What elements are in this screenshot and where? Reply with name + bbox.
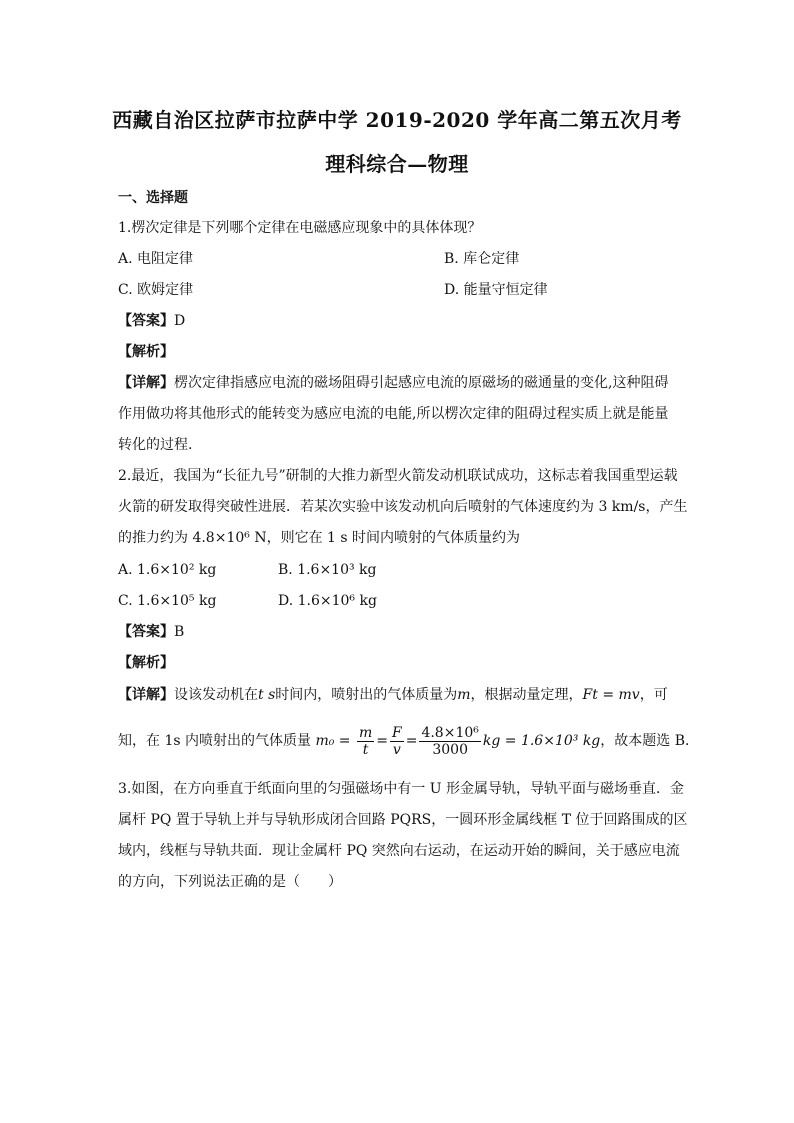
q1-option-c: C. 欧姆定律 [118,282,194,298]
q1-option-d: D. 能量守恒定律 [444,282,548,298]
detail-label: 【详解】 [118,375,174,391]
frac-num: F [392,724,402,741]
detail-text-b: 时间内，喷射出的气体质量为 [275,687,458,703]
q1-answer [118,311,678,331]
q3-stem-line4: 的方向，下列说法正确的是（ ） [118,874,342,890]
fraction-numeric [419,725,480,758]
detail-text-c: ，根据动量定理， [470,687,583,703]
q2-analysis-label: 【解析】 [118,655,174,671]
frac-den: v [392,741,401,758]
q2-stem-line2: 火箭的研发取得突破性进展．若某次实验中该发动机向后喷射的气体速度约为 3 km/s，产生 [118,499,688,515]
frac-num: 4.8×10⁶ [421,724,479,741]
q2-option-c: C. 1.6×10⁵ kg [118,593,217,609]
var-m: m [457,687,471,703]
detail-text: 楞次定律指感应电流的磁场阻碍引起感应电流的原磁场的磁通量的变化,这种阻碍 [174,375,669,391]
frac-den: t [362,741,369,758]
q2-option-a: A. 1.6×10² kg [118,562,217,578]
frac-num: m [358,724,373,741]
detail-text-a: 设该发动机在 [174,687,258,703]
q1-detail-line1 [118,373,678,393]
q2-detail-line1 [118,685,678,705]
result-expression: kg = 1.6×10³ kg [482,733,601,749]
page-title-line2: 理科综合—物理 [325,152,469,176]
q1-stem: 1.楞次定律是下列哪个定律在电磁感应现象中的具体体现？ [118,220,482,236]
equation-ft-mv: Ft = mv [582,687,640,703]
q1-analysis-label: 【解析】 [118,344,174,360]
q2-detail-line2: 知，在 1s 内喷射出的气体质量 m₀ = $\frac{m}{t}$ = $\frac{F}{v}$ = $\frac{\text{4.8×10⁶}}{3000}$ kg = 1.6×10³ kg，故本题选 B． [118,724,700,758]
frac-den: 3000 [432,741,468,758]
detail-text-e: 知，在 1s 内喷射出的气体质量 [118,733,311,749]
q2-option-d: D. 1.6×10⁶ kg [278,593,377,609]
fraction-m-over-t [357,725,374,758]
q1-option-a: A. 电阻定律 [118,251,194,267]
q2-stem-line1: 2.最近，我国为“长征九号”研制的大推力新型火箭发动机联试成功，这标志着我国重型运载 [118,468,678,484]
q2-option-b: B. 1.6×10³ kg [278,562,377,578]
detail-label: 【详解】 [118,687,174,703]
q3-stem-line3: 域内，线框与导轨共面．现让金属杆 PQ 突然向右运动，在运动开始的瞬间，关于感应电流 [118,843,680,859]
var-t: t s [258,687,276,703]
answer-value: B [174,624,185,640]
detail-text-d: ，可 [639,687,668,703]
q1-option-b: B. 库仑定律 [444,251,520,267]
answer-value: D [174,313,186,329]
var-m0: m₀ = [315,733,351,749]
q1-detail-line2: 作用做功将其他形式的能转变为感应电流的电能,所以楞次定律的阻碍过程实质上就是能量 [118,406,669,422]
q3-stem-line1: 3.如图，在方向垂直于纸面向里的匀强磁场中有一 U 形金属导轨，导轨平面与磁场垂直．金 [118,781,685,797]
fraction-f-over-v [390,725,404,758]
q2-answer [118,622,678,642]
q1-detail-line3: 转化的过程. [118,437,193,453]
detail-text-f: ，故本题选 B． [600,733,700,749]
answer-label: 【答案】 [118,624,174,640]
section-heading: 一、选择题 [118,190,188,206]
q3-stem-line2: 属杆 PQ 置于导轨上并与导轨形成闭合回路 PQRS，一圆环形金属线框 T 位于回路围成的区 [118,812,688,828]
answer-label: 【答案】 [118,313,174,329]
page-title-line1: 西藏自治区拉萨市拉萨中学 2019-2020 学年高二第五次月考 [112,108,682,132]
q2-stem-line3: 的推力约为 4.8×10⁶ N，则它在 1 s 时间内喷射的气体质量约为 [118,530,521,546]
